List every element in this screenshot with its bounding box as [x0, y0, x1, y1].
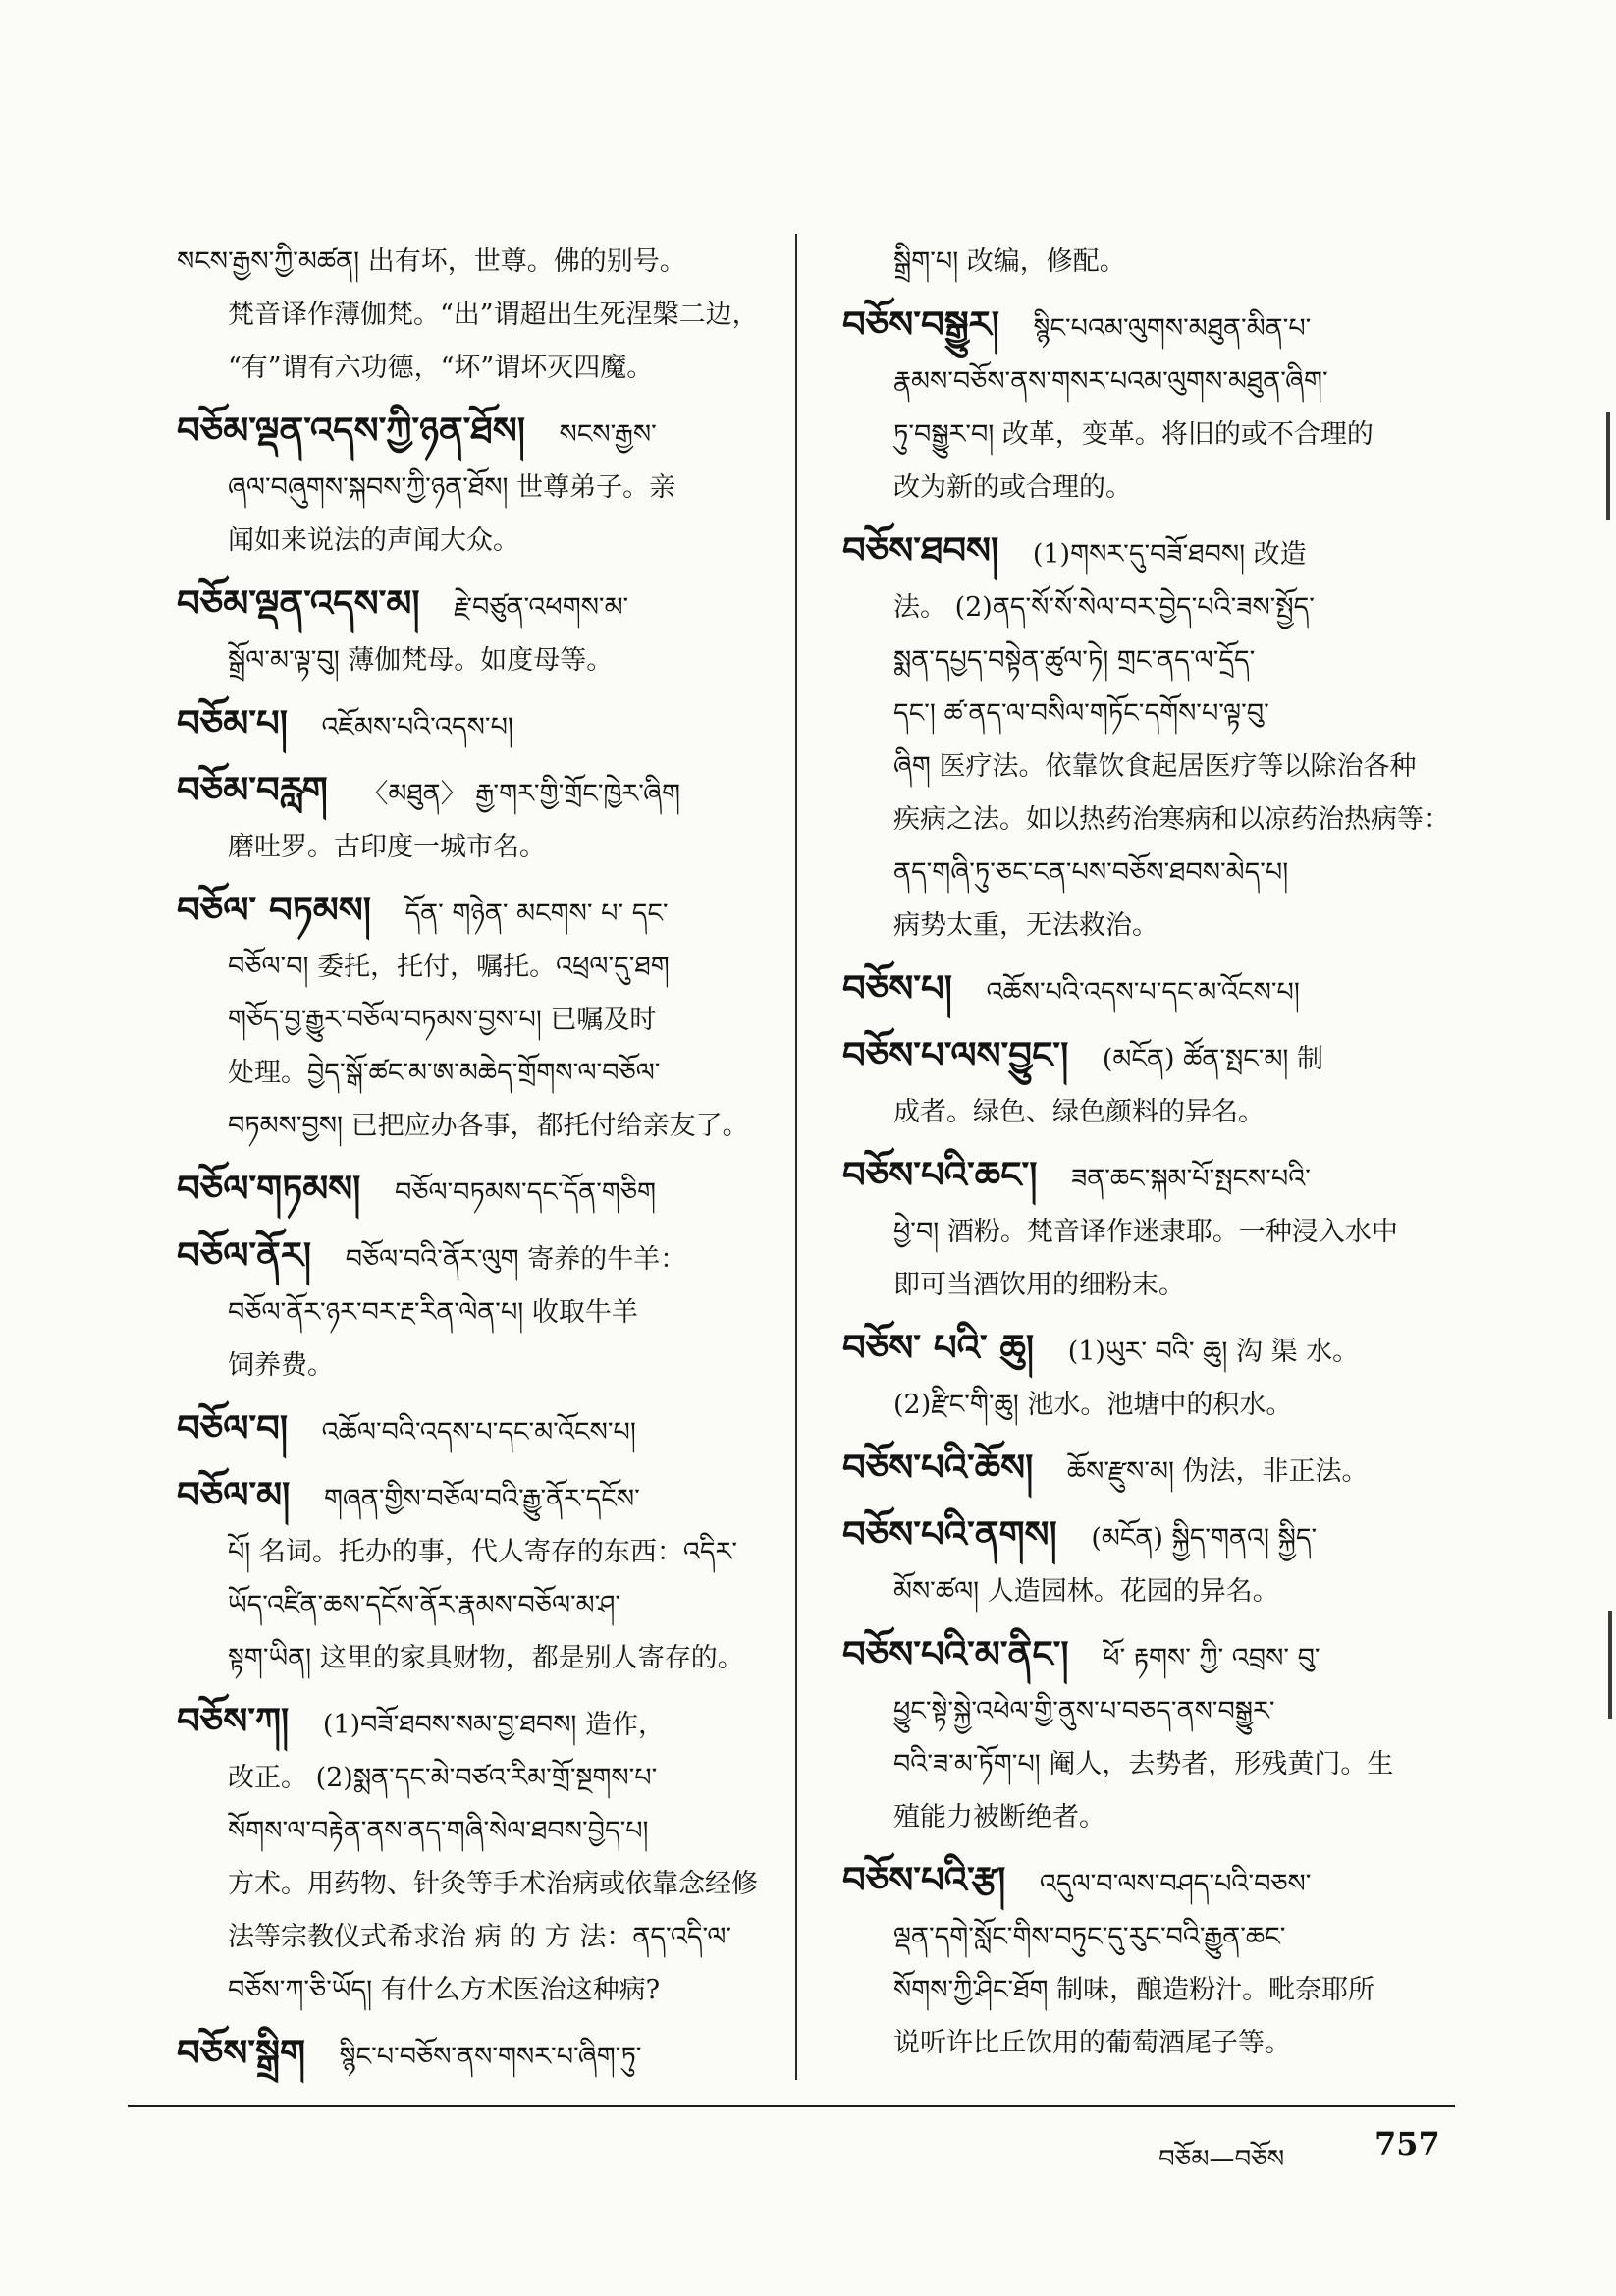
running-head: བཅོམ—བཅོས — [1158, 2145, 1285, 2174]
entry-headword: བཅོལ་མ། — [177, 1474, 291, 1516]
scan-edge-mark — [1606, 412, 1610, 520]
entry-line: གཞན་གྱིས་བཅོལ་བའི་རྒྱུ་ནོར་དངོས་ — [323, 1484, 640, 1514]
entry-headword: བཅོམ་ལྡན་འདས་ཀྱི་ཉན་ཐོས། — [177, 410, 525, 452]
entry-headword: བཅོམ་པ། — [177, 702, 288, 744]
entry-line: སྒྲིག་པ། 改编，修配。 — [893, 246, 1126, 277]
entry-line: མོས་ཚལ། 人造园林。花园的异名。 — [893, 1576, 1279, 1607]
entry-line: སོགས་ཀྱི་ཤིང་ཐོག 制味，酿造粉汁。毗奈耶所 — [893, 1975, 1375, 2005]
entry-line: དོན་ གཉེན་ མངགས་ པ་ དང་ — [404, 899, 669, 929]
right-column — [842, 236, 1461, 2080]
entry-line: 饲养费。 — [228, 1350, 334, 1381]
entry-line: “有”谓有六功德，“坏”谓坏灭四魔。 — [228, 353, 654, 383]
entry-line: ཕོ་ རྟགས་ ཀྱི་ འབྲས་ བུ་ — [1103, 1643, 1320, 1673]
dictionary-entry — [842, 1029, 1461, 1139]
entry-line: སོགས་ལ་བརྟེན་ནས་ནད་གཞི་སེལ་ཐབས་བྱེད་པ། — [228, 1816, 649, 1846]
entry-line: 法。 (2)ནད་སོ་སོ་སེལ་བར་བྱེད་པའི་ཟས་སྤྱོད་ — [893, 592, 1315, 623]
entry-line: ཞིག 医疗法。依靠饮食起居医疗等以除治各种 — [893, 751, 1417, 782]
entry-line: སངས་རྒྱས་ཀྱི་མཚན། 出有坏，世尊。佛的别号。 — [177, 246, 686, 277]
dictionary-entry — [177, 1402, 776, 1459]
dictionary-entry — [842, 236, 1461, 289]
dictionary-entry — [842, 524, 1461, 953]
entry-line: བཅོལ་བའི་ནོར་ལུག 寄养的牛羊： — [345, 1244, 687, 1275]
entry-line: 即可当酒饮用的细粉末。 — [893, 1270, 1185, 1300]
dictionary-entry — [177, 2027, 776, 2084]
entry-headword: བཅོས་པའི་རྩ། — [842, 1859, 1006, 1901]
entry-line: བཅོལ་ནོར་ཉར་བར་རྔ་རིན་ལེན་པ། 收取牛羊 — [228, 1297, 638, 1328]
entry-line: 成者。绿色、绿色颜料的异名。 — [893, 1097, 1265, 1127]
dictionary-entry — [177, 764, 776, 874]
entry-line: ཕྱེ་བ། 酒粉。梵音译作迷隶耶。一种浸入水中 — [893, 1217, 1398, 1247]
entry-headword: བཅོས་བསྒྱུར། — [842, 303, 999, 346]
dictionary-entry — [842, 1149, 1461, 1312]
dictionary-entry — [842, 299, 1461, 515]
dictionary-entry — [842, 1854, 1461, 2070]
entry-headword: བཅོམ་བརླག — [177, 769, 328, 811]
footer-rule — [128, 2105, 1455, 2107]
dictionary-entry — [177, 1230, 776, 1393]
entry-line: 改正。 (2)སྨན་དང་མེ་བཙའ་རིམ་གྲོ་སྔགས་པ་ — [228, 1763, 658, 1793]
entry-headword: བཅོས་པའི་ཆོས། — [842, 1447, 1034, 1489]
dictionary-entry — [177, 236, 776, 395]
dictionary-entry — [177, 884, 776, 1153]
dictionary-entry — [842, 1442, 1461, 1499]
entry-line: ཕྱུང་སྟེ་སྐྱེ་འཕེལ་གྱི་ནུས་པ་བཅད་ནས་བསྒྱུར་ — [893, 1696, 1275, 1726]
dictionary-entry — [177, 1163, 776, 1220]
dictionary-entry — [842, 1322, 1461, 1432]
dictionary-entry — [177, 405, 776, 568]
dictionary-entry — [177, 697, 776, 754]
entry-line: (མངོན) ཚོན་སྤང་མ། 制 — [1102, 1044, 1323, 1074]
dictionary-entry — [842, 1508, 1461, 1618]
entry-headword: བཅོས་པའི་ནགས། — [842, 1513, 1057, 1556]
entry-line: (1)གསར་དུ་བཟོ་ཐབས། 改造 — [1032, 539, 1307, 570]
entry-line: འཇོམས་པའི་འདས་པ། — [321, 712, 513, 742]
entry-line: རྗེ་བཙུན་འཕགས་མ་ — [454, 592, 629, 623]
entry-headword: བཅོས་པའི་ཆང་། — [842, 1154, 1038, 1196]
entry-line: ཟན་ཆང་སྐམ་པོ་སྤངས་པའི་ — [1071, 1164, 1311, 1194]
entry-headword: བཅོལ་ བཏམས། — [177, 889, 371, 931]
entry-line: ཞལ་བཞུགས་སྐབས་ཀྱི་ཉན་ཐོས། 世尊弟子。亲 — [228, 472, 676, 503]
entry-line: ཡོད་འཛིན་ཆས་དངོས་ནོར་རྣམས་བཅོལ་མ་ཤ་ — [228, 1590, 621, 1620]
entry-headword: བཅོས་ཐབས། — [842, 529, 999, 572]
dictionary-entry — [842, 962, 1461, 1019]
entry-line: སྟག་ཡིན། 这里的家具财物，都是别人寄存的。 — [228, 1643, 744, 1673]
entry-line: འདུལ་བ་ལས་བཤད་པའི་བཅས་ — [1039, 1869, 1312, 1899]
entry-line: འཆོས་པའི་འདས་པ་དང་མ་འོངས་པ། — [986, 977, 1300, 1008]
entry-line: (མངོན) སྐྱིད་གནའ། སྐྱིད་ — [1091, 1523, 1318, 1554]
entry-line: 法等宗教仪式希求治 病 的 方 法：ནད་འདི་ལ་ — [228, 1922, 732, 1952]
dictionary-entry — [177, 1695, 776, 2017]
column-divider — [795, 234, 797, 2080]
entry-line: 磨吐罗。古印度一城市名。 — [228, 832, 546, 862]
entry-headword: བཅོས་སྒྲིག — [177, 2032, 306, 2074]
entry-headword: བཅོས་པ་ལས་བྱུང་། — [842, 1034, 1069, 1076]
entry-line: པོ། 名词。托办的事，代人寄存的东西：འདིར་ — [228, 1537, 738, 1567]
entry-line: ཏུ་བསྒྱུར་བ། 改革，变革。将旧的或不合理的 — [893, 419, 1374, 450]
entry-line: དང་། ཚ་ནད་ལ་བསིལ་གཏོང་དགོས་པ་ལྟ་བུ་ — [893, 698, 1269, 729]
entry-headword: བཅོལ་ནོར། — [177, 1234, 312, 1277]
entry-line: སྨན་དཔྱད་བསྟེན་ཚུལ་ཏེ། གྲང་ནད་ལ་དྲོད་ — [893, 645, 1256, 676]
entry-line: 殖能力被断绝者。 — [893, 1802, 1105, 1832]
entry-line: ཆོས་རྫུས་མ། 伪法，非正法。 — [1066, 1456, 1369, 1487]
entry-headword: བཅོལ་བ། — [177, 1407, 289, 1449]
entry-line: སངས་རྒྱས་ — [559, 419, 657, 450]
entry-line: འཆོལ་བའི་འདས་པ་དང་མ་འོངས་པ། — [321, 1417, 636, 1448]
entry-line: (1)ཡུར་ བའི་ ཆུ། 沟 渠 水。 — [1067, 1337, 1360, 1367]
dictionary-entry — [842, 1628, 1461, 1844]
entry-headword: བཅོམ་ལྡན་འདས་མ། — [177, 582, 420, 625]
entry-line: 病势太重，无法救治。 — [893, 910, 1158, 941]
entry-line: 疾病之法。如以热药治寒病和以凉药治热病等： — [893, 804, 1450, 835]
entry-line: སྒྲོལ་མ་ལྟ་བུ། 薄伽梵母。如度母等。 — [228, 645, 614, 676]
dictionary-entry — [177, 577, 776, 687]
entry-line: ནད་གཞི་ཏུ་ཅང་ངན་པས་བཅོས་ཐབས་མེད་པ། — [893, 857, 1289, 888]
entry-line: (2)རྫིང་གི་ཆུ། 池水。池塘中的积水。 — [893, 1390, 1293, 1420]
entry-headword: བཅོས་ཀ། — [177, 1700, 290, 1742]
entry-line: 〈མཐུན〉 རྒྱ་གར་གྱི་གྲོང་ཁྱེར་ཞིག — [361, 779, 681, 809]
left-column — [177, 236, 776, 2094]
entry-line: བཅོས་ཀ་ཅི་ཡོད། 有什么方术医治这种病? — [228, 1975, 661, 2005]
entry-line: ལྡན་དགེ་སློང་གིས་བཏུང་དུ་རུང་བའི་རྒྱུན་ཆང་ — [893, 1922, 1286, 1952]
entry-headword: བཅོས་པའི་མ་ནིང་། — [842, 1633, 1069, 1675]
entry-headword: བཅོས་ པའི་ ཆུ། — [842, 1327, 1035, 1369]
entry-line: 改为新的或合理的。 — [893, 472, 1132, 503]
entry-line: སྙིང་པའམ་ལུགས་མཐུན་མིན་པ་ — [1033, 313, 1312, 344]
entry-line: བཅོལ་བ། 委托，托付，嘱托。འཕྲལ་དུ་ཐག — [228, 952, 670, 982]
entry-line: 闻如来说法的声闻大众。 — [228, 525, 519, 556]
entry-line: 方术。用药物、针灸等手术治病或依靠念经修 — [228, 1869, 758, 1899]
entry-line: གཅོད་བྱ་རྒྱུར་བཅོལ་བཏམས་བྱས་པ། 已嘱及时 — [228, 1005, 657, 1035]
entry-headword: བཅོས་པ། — [842, 967, 952, 1010]
scan-edge-mark — [1608, 1611, 1612, 1719]
entry-line: 说听许比丘饮用的葡萄酒尾子等。 — [893, 2028, 1291, 2058]
entry-line: བའི་ཟ་མ་ཏོག་པ། 阉人，去势者，形残黄门。生 — [893, 1749, 1394, 1779]
dictionary-entry — [177, 1469, 776, 1685]
entry-line: སྙིང་པ་བཅོས་ནས་གསར་པ་ཞིག་ཏུ་ — [339, 2042, 642, 2072]
entry-line: བཅོལ་བཏམས་དང་དོན་གཅིག — [394, 1177, 657, 1208]
entry-line: 处理。བྱེད་སྒོ་ཚང་མ་ཨ་མཆེད་གྲོགས་ལ་བཅོལ་ — [228, 1058, 661, 1088]
entry-line: བཏམས་བྱས། 已把应办各事，都托付给亲友了。 — [228, 1111, 749, 1141]
entry-line: 梵音译作薄伽梵。“出”谓超出生死涅槃二边， — [228, 300, 759, 330]
entry-line: (1)བཟོ་ཐབས་སམ་བྱ་ཐབས། 造作， — [322, 1710, 666, 1740]
page-number: 757 — [1374, 2125, 1440, 2162]
entry-line: རྣམས་བཅོས་ནས་གསར་པའམ་ལུགས་མཐུན་ཞིག་ — [893, 366, 1328, 397]
entry-headword: བཅོལ་གཏམས། — [177, 1168, 361, 1210]
